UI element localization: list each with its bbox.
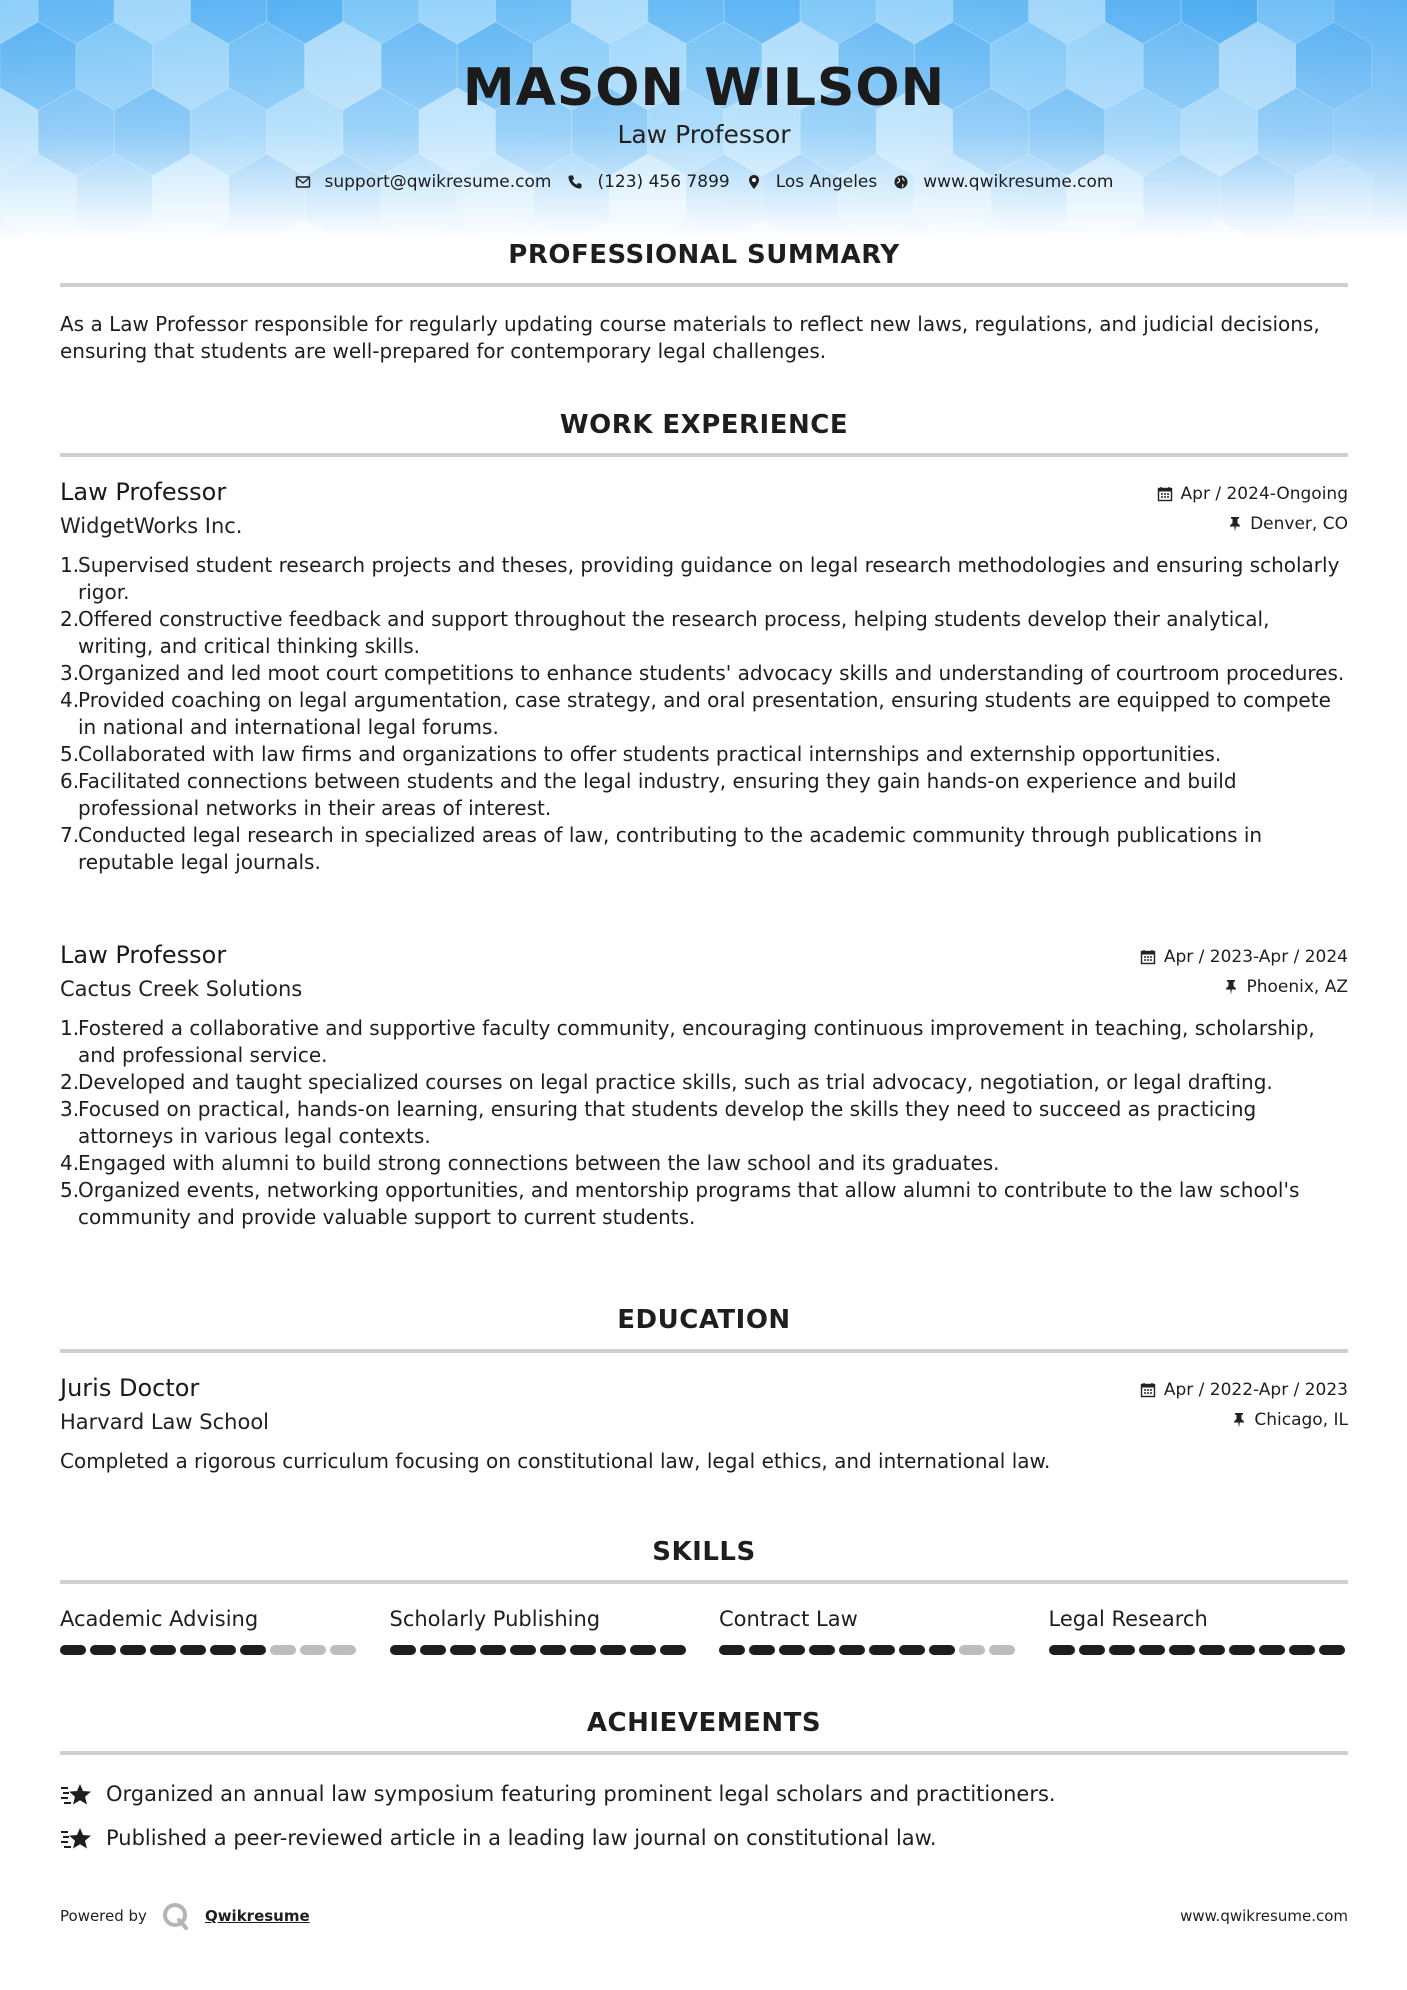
achievement-text: Organized an annual law symposium featuring prominent legal scholars and practitioners. bbox=[106, 1782, 1056, 1806]
summary-divider bbox=[60, 283, 1348, 287]
skill-name: Scholarly Publishing bbox=[389, 1607, 601, 1631]
pushpin-icon bbox=[1224, 979, 1238, 995]
contact-website[interactable] bbox=[893, 172, 1113, 192]
achievements-heading: ACHIEVEMENTS bbox=[586, 1708, 822, 1738]
job-location bbox=[1228, 514, 1348, 534]
skill-level-segment bbox=[570, 1645, 596, 1655]
contact-phone[interactable] bbox=[567, 172, 729, 192]
skill-level-bar bbox=[1049, 1645, 1349, 1655]
skill-item bbox=[719, 1607, 1019, 1655]
skill-level-segment bbox=[630, 1645, 656, 1655]
skill-level-segment bbox=[1199, 1645, 1225, 1655]
list-item: 6. Facilitated connections between students and the legal industry, ensuring they gain hands-on experience and build professional networks in their areas of interest. bbox=[60, 769, 1237, 820]
skill-level-segment bbox=[1109, 1645, 1135, 1655]
skills-divider bbox=[60, 1580, 1348, 1584]
skill-level-segment bbox=[210, 1645, 236, 1655]
skill-level-segment bbox=[330, 1645, 356, 1655]
brand-link[interactable]: Qwikresume bbox=[204, 1907, 310, 1925]
summary-text: As a Law Professor responsible for regularly updating course materials to reflect new laws, regulations, and judicial decisions, ensuring that students are well-prepared for contemporary legal challenges. bbox=[60, 312, 1320, 363]
skill-item bbox=[1049, 1607, 1349, 1655]
star-award-icon bbox=[60, 1778, 96, 1810]
skills-heading: SKILLS bbox=[652, 1537, 756, 1567]
job-date-text: Apr / 2024-Ongoing bbox=[1180, 484, 1348, 504]
contact-location-text: Los Angeles bbox=[775, 172, 878, 192]
candidate-name: MASON WILSON bbox=[462, 58, 946, 118]
skill-level-segment bbox=[390, 1645, 416, 1655]
job-entry bbox=[60, 941, 1348, 1231]
skill-level-segment bbox=[240, 1645, 266, 1655]
skill-level-segment bbox=[869, 1645, 895, 1655]
powered-by bbox=[60, 1901, 310, 1931]
skill-level-segment bbox=[779, 1645, 805, 1655]
achievements-divider bbox=[60, 1751, 1348, 1755]
achievements-list bbox=[60, 1772, 1348, 1860]
skill-level-segment bbox=[120, 1645, 146, 1655]
pushpin-icon bbox=[1228, 516, 1242, 532]
job-location-text: Denver, CO bbox=[1250, 514, 1348, 534]
skill-level-segment bbox=[989, 1645, 1015, 1655]
skill-level-segment bbox=[150, 1645, 176, 1655]
skill-level-segment bbox=[1049, 1645, 1075, 1655]
skill-level-bar bbox=[390, 1645, 690, 1655]
skill-level-segment bbox=[899, 1645, 925, 1655]
education-school: Harvard Law School bbox=[60, 1410, 269, 1434]
list-item: 3. Organized and led moot court competitions to enhance students' advocacy skills and understanding of courtroom procedures. bbox=[60, 661, 1345, 685]
skill-level-segment bbox=[660, 1645, 686, 1655]
contact-email-text: support@qwikresume.com bbox=[324, 172, 552, 192]
skill-name: Academic Advising bbox=[60, 1607, 259, 1631]
list-item: 2. Offered constructive feedback and support throughout the research process, helping students develop their analytical, writing, and critical thinking skills. bbox=[60, 607, 1270, 658]
star-award-icon bbox=[60, 1822, 96, 1854]
phone-icon bbox=[567, 174, 583, 190]
job-location-text: Phoenix, AZ bbox=[1246, 977, 1348, 997]
job-date bbox=[1140, 947, 1348, 967]
job-bullets bbox=[60, 1015, 1348, 1231]
skill-level-segment bbox=[180, 1645, 206, 1655]
education-heading: EDUCATION bbox=[617, 1305, 791, 1335]
pushpin-icon bbox=[1232, 1412, 1246, 1428]
skills-list bbox=[60, 1607, 1348, 1655]
education-description: Completed a rigorous curriculum focusing on constitutional law, legal ethics, and international law. bbox=[60, 1449, 1051, 1473]
job-title: Law Professor bbox=[60, 478, 227, 506]
skill-level-segment bbox=[600, 1645, 626, 1655]
skill-level-segment bbox=[719, 1645, 745, 1655]
skill-level-segment bbox=[1289, 1645, 1315, 1655]
candidate-title: Law Professor bbox=[617, 120, 791, 149]
job-company: WidgetWorks Inc. bbox=[60, 514, 243, 538]
job-title: Law Professor bbox=[60, 941, 227, 969]
list-item bbox=[60, 1816, 1348, 1860]
skill-level-segment bbox=[1139, 1645, 1165, 1655]
skill-level-segment bbox=[1259, 1645, 1285, 1655]
calendar-icon bbox=[1157, 486, 1173, 502]
contact-location bbox=[746, 172, 878, 192]
list-item: 4. Provided coaching on legal argumentation, case strategy, and oral presentation, ensuring students are equipped to compete in national and international legal forums. bbox=[60, 688, 1331, 739]
job-bullets bbox=[60, 552, 1348, 876]
list-item: 5. Organized events, networking opportunities, and mentorship programs that allow alumni to contribute to the law school's community and provide valuable support to current students. bbox=[60, 1178, 1300, 1229]
skill-level-segment bbox=[510, 1645, 536, 1655]
skill-level-bar bbox=[719, 1645, 1019, 1655]
list-item: 7. Conducted legal research in specialized areas of law, contributing to the academic community through publications in reputable legal journals. bbox=[60, 823, 1263, 874]
qwikresume-logo-icon bbox=[161, 1901, 191, 1931]
skill-level-segment bbox=[450, 1645, 476, 1655]
skill-item bbox=[60, 1607, 360, 1655]
calendar-icon bbox=[1140, 1382, 1156, 1398]
education-entry bbox=[60, 1374, 1348, 1475]
education-divider bbox=[60, 1349, 1348, 1353]
skill-level-segment bbox=[809, 1645, 835, 1655]
skill-level-segment bbox=[420, 1645, 446, 1655]
envelope-icon bbox=[295, 174, 311, 190]
job-entry bbox=[60, 478, 1348, 876]
list-item bbox=[60, 1772, 1348, 1816]
list-item: 3. Focused on practical, hands-on learning, ensuring that students develop the skills they need to succeed as practicing attorneys in various legal contexts. bbox=[60, 1097, 1257, 1148]
skill-level-segment bbox=[959, 1645, 985, 1655]
skill-level-segment bbox=[270, 1645, 296, 1655]
footer bbox=[60, 1896, 1348, 1936]
skill-name: Legal Research bbox=[1048, 1607, 1208, 1631]
skill-level-segment bbox=[1229, 1645, 1255, 1655]
skill-level-segment bbox=[90, 1645, 116, 1655]
list-item: 4. Engaged with alumni to build strong connections between the law school and its graduates. bbox=[60, 1151, 1000, 1175]
list-item: 5. Collaborated with law firms and organizations to offer students practical internships and externship opportunities. bbox=[60, 742, 1222, 766]
contact-website-text: www.qwikresume.com bbox=[923, 172, 1114, 192]
skill-name: Contract Law bbox=[719, 1607, 858, 1631]
map-marker-icon bbox=[746, 174, 762, 190]
skill-level-segment bbox=[749, 1645, 775, 1655]
skill-level-segment bbox=[60, 1645, 86, 1655]
powered-by-label: Powered by bbox=[60, 1907, 147, 1925]
skill-level-segment bbox=[1319, 1645, 1345, 1655]
skill-level-segment bbox=[1169, 1645, 1195, 1655]
education-date-text: Apr / 2022-Apr / 2023 bbox=[1163, 1380, 1348, 1400]
list-item: 1. Fostered a collaborative and supportive faculty community, encouraging continuous improvement in teaching, scholarship, and professional service. bbox=[60, 1016, 1315, 1067]
calendar-icon bbox=[1140, 949, 1156, 965]
footer-website[interactable]: www.qwikresume.com bbox=[1180, 1907, 1348, 1925]
education-degree: Juris Doctor bbox=[60, 1374, 200, 1402]
achievement-text: Published a peer-reviewed article in a leading law journal on constitutional law. bbox=[106, 1826, 937, 1850]
job-location bbox=[1224, 977, 1348, 997]
skill-level-segment bbox=[300, 1645, 326, 1655]
skill-item bbox=[390, 1607, 690, 1655]
job-date-text: Apr / 2023-Apr / 2024 bbox=[1163, 947, 1348, 967]
skill-level-segment bbox=[540, 1645, 566, 1655]
job-date bbox=[1157, 484, 1348, 504]
skill-level-segment bbox=[480, 1645, 506, 1655]
globe-icon bbox=[893, 174, 909, 190]
skill-level-segment bbox=[929, 1645, 955, 1655]
education-location-text: Chicago, IL bbox=[1254, 1410, 1348, 1430]
skill-level-segment bbox=[1079, 1645, 1105, 1655]
contact-phone-text: (123) 456 7899 bbox=[597, 172, 730, 192]
experience-divider bbox=[60, 453, 1348, 457]
skill-level-segment bbox=[839, 1645, 865, 1655]
skill-level-bar bbox=[60, 1645, 360, 1655]
experience-heading: WORK EXPERIENCE bbox=[559, 410, 849, 440]
list-item: 1. Supervised student research projects and theses, providing guidance on legal research methodologies and ensuring scholarly rigor. bbox=[60, 553, 1340, 604]
education-date bbox=[1140, 1380, 1348, 1400]
job-company: Cactus Creek Solutions bbox=[60, 977, 303, 1001]
contact-bar bbox=[60, 172, 1348, 192]
education-location bbox=[1232, 1410, 1348, 1430]
list-item: 2. Developed and taught specialized courses on legal practice skills, such as trial advocacy, negotiation, or legal drafting. bbox=[60, 1070, 1273, 1094]
summary-heading: PROFESSIONAL SUMMARY bbox=[508, 240, 900, 270]
contact-email[interactable] bbox=[295, 172, 552, 192]
